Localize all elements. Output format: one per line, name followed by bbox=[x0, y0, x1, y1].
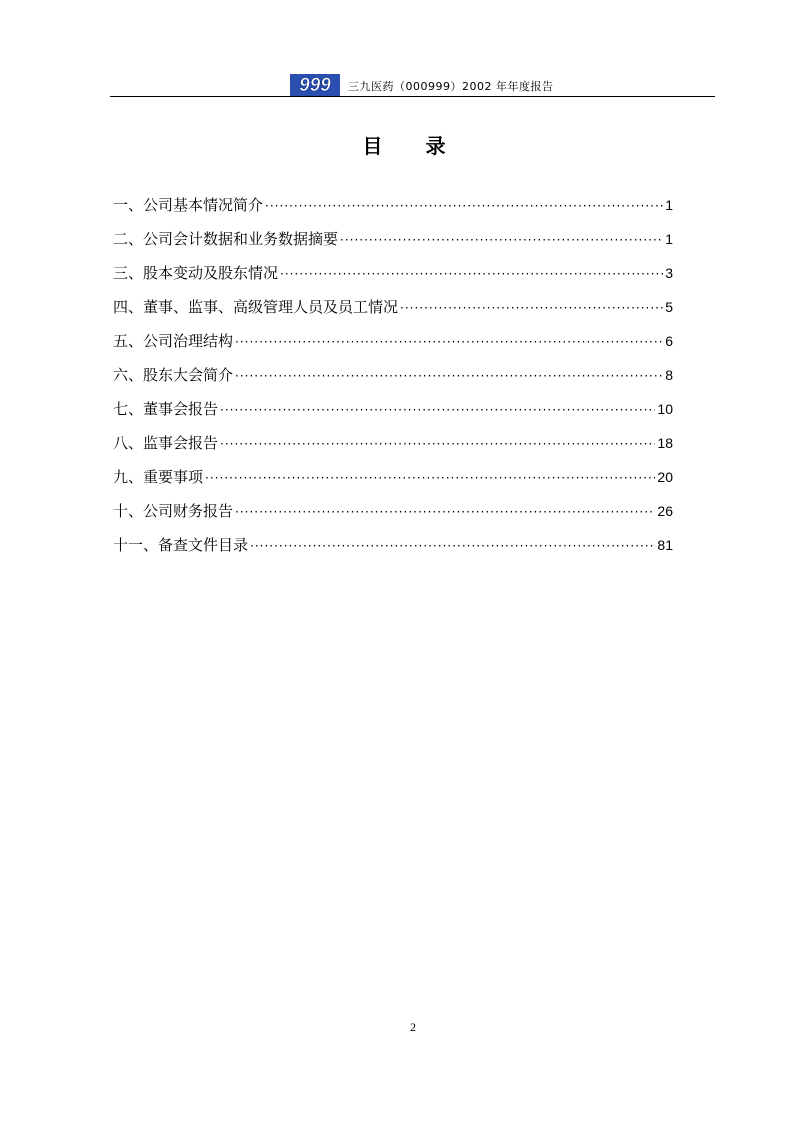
toc-entry-label: 九、重要事项 bbox=[113, 468, 204, 486]
toc-entry-label: 七、董事会报告 bbox=[113, 400, 219, 418]
toc-entry-page: 5 bbox=[665, 299, 673, 315]
toc-entry-page: 1 bbox=[665, 231, 673, 247]
toc-entry-label: 十一、备查文件目录 bbox=[113, 536, 249, 554]
toc-entry[interactable] bbox=[113, 328, 673, 362]
toc-entry[interactable] bbox=[113, 226, 673, 260]
toc-leader-dots bbox=[250, 533, 655, 559]
toc-entry-label: 四、董事、监事、高级管理人员及员工情况 bbox=[113, 298, 399, 316]
toc-entry-page: 1 bbox=[665, 197, 673, 213]
toc-entry[interactable] bbox=[113, 464, 673, 498]
toc-leader-dots bbox=[265, 193, 663, 219]
toc-title: 目 录 bbox=[362, 134, 464, 158]
toc-leader-dots bbox=[235, 329, 663, 355]
toc-entry-label: 三、股本变动及股东情况 bbox=[113, 264, 279, 282]
page-header bbox=[110, 74, 715, 96]
toc-entry-label: 八、监事会报告 bbox=[113, 434, 219, 452]
toc-entry[interactable] bbox=[113, 498, 673, 532]
toc-entry-label: 五、公司治理结构 bbox=[113, 332, 234, 350]
toc-leader-dots bbox=[220, 397, 655, 423]
toc-entry-page: 8 bbox=[665, 367, 673, 383]
toc-leader-dots bbox=[280, 261, 663, 287]
toc-entry-label: 十、公司财务报告 bbox=[113, 502, 234, 520]
toc-list bbox=[113, 192, 673, 566]
toc-entry[interactable] bbox=[113, 532, 673, 566]
toc-entry-page: 20 bbox=[657, 469, 673, 485]
toc-entry[interactable] bbox=[113, 362, 673, 396]
toc-leader-dots bbox=[400, 295, 663, 321]
toc-leader-dots bbox=[235, 499, 655, 525]
toc-entry-page: 3 bbox=[665, 265, 673, 281]
toc-entry[interactable] bbox=[113, 396, 673, 430]
toc-leader-dots bbox=[205, 465, 655, 491]
header-title: 三九医药（000999）2002 年年度报告 bbox=[348, 80, 554, 93]
toc-entry-page: 6 bbox=[665, 333, 673, 349]
logo-text: 999 bbox=[299, 75, 331, 96]
toc-leader-dots bbox=[235, 363, 663, 389]
toc-entry[interactable] bbox=[113, 294, 673, 328]
page-number: 2 bbox=[410, 1020, 416, 1034]
toc-entry[interactable] bbox=[113, 260, 673, 294]
toc-entry-page: 26 bbox=[657, 503, 673, 519]
toc-leader-dots bbox=[220, 431, 655, 457]
toc-entry-label: 一、公司基本情况简介 bbox=[113, 196, 264, 214]
toc-entry-page: 18 bbox=[657, 435, 673, 451]
toc-entry[interactable] bbox=[113, 192, 673, 226]
toc-entry-label: 二、公司会计数据和业务数据摘要 bbox=[113, 230, 339, 248]
toc-entry-page: 81 bbox=[657, 537, 673, 553]
toc-entry[interactable] bbox=[113, 430, 673, 464]
header-divider bbox=[110, 96, 715, 97]
toc-leader-dots bbox=[340, 227, 663, 253]
toc-entry-page: 10 bbox=[657, 401, 673, 417]
company-logo bbox=[290, 74, 340, 96]
toc-entry-label: 六、股东大会简介 bbox=[113, 366, 234, 384]
